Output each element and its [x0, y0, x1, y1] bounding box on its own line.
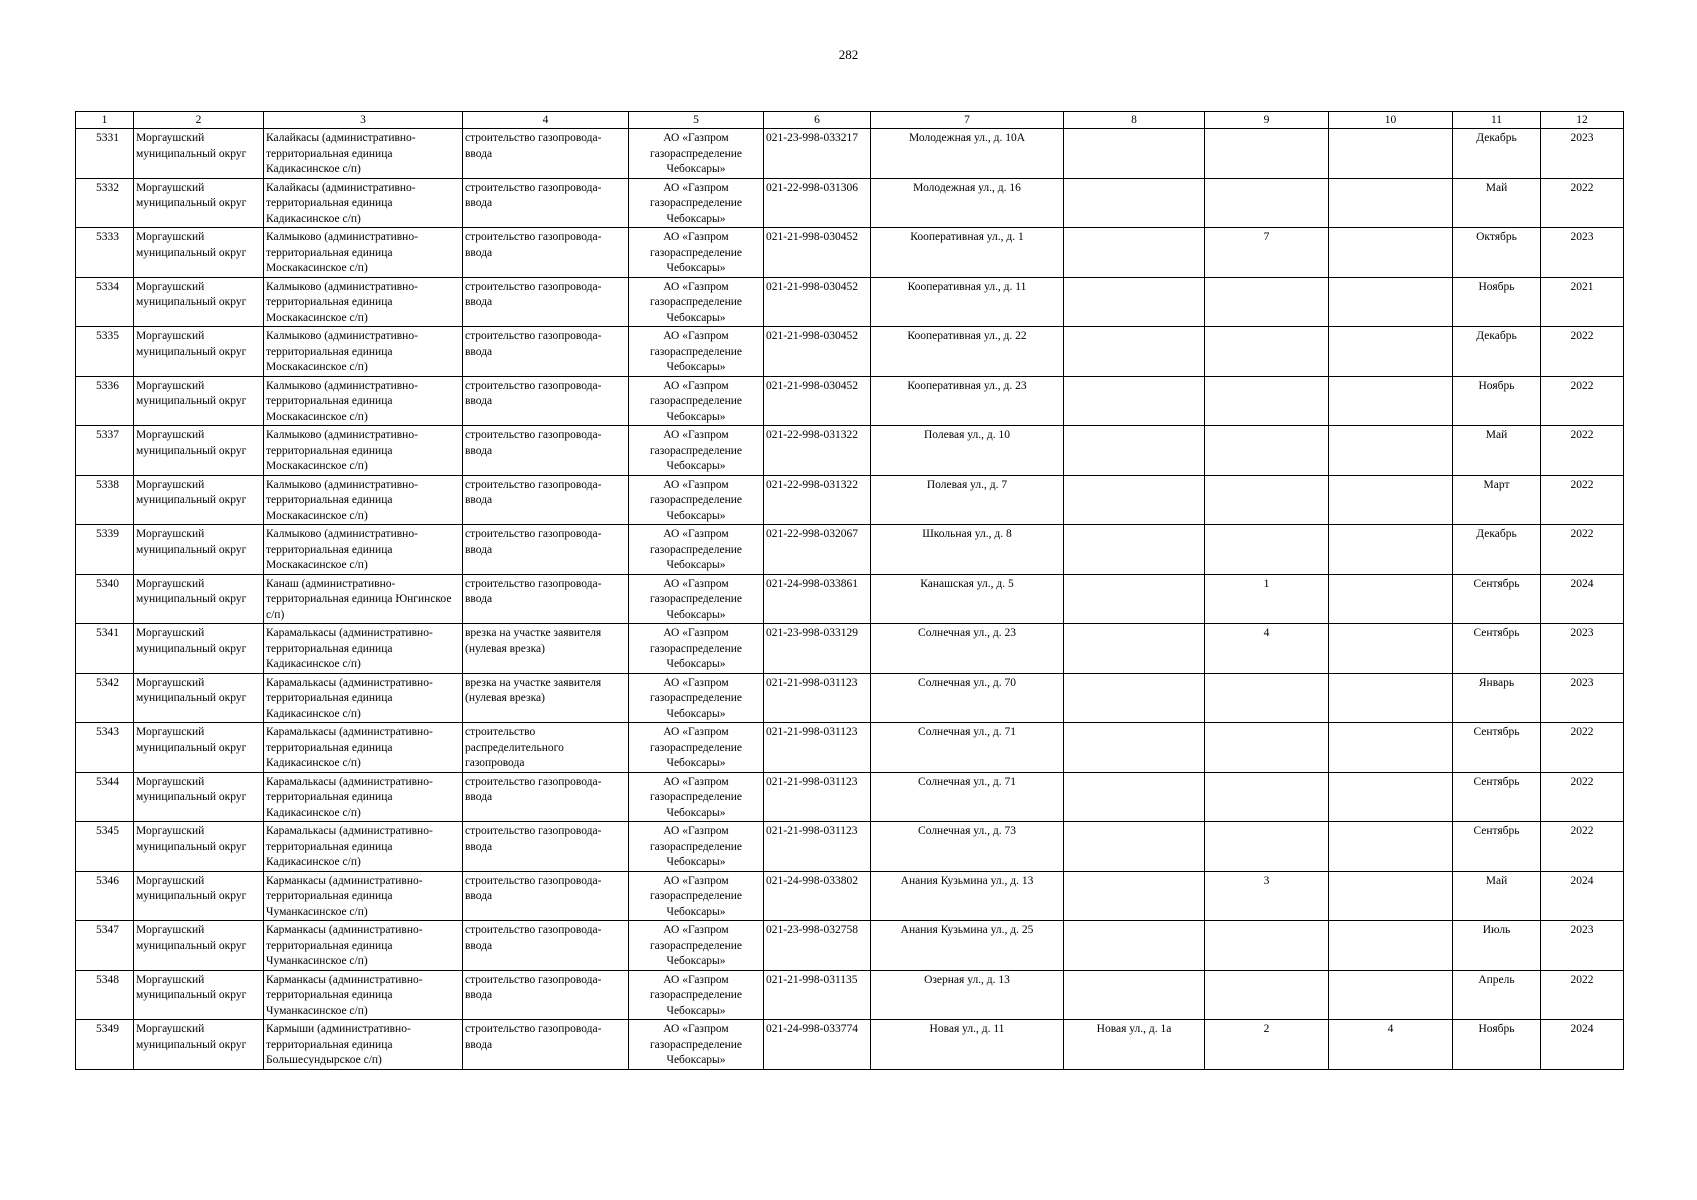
year-cell: 2024 — [1541, 871, 1624, 921]
work-type-cell: строительство газопровода-ввода — [463, 921, 629, 971]
table-row — [76, 426, 1624, 476]
district-cell: Моргаушский муниципальный округ — [134, 129, 264, 179]
district-cell: Моргаушский муниципальный округ — [134, 327, 264, 377]
organization-cell: АО «Газпром газораспределение Чебоксары» — [629, 723, 764, 773]
organization-cell: АО «Газпром газораспределение Чебоксары» — [629, 426, 764, 476]
application-code-cell: 021-24-998-033802 — [764, 871, 871, 921]
month-cell: Ноябрь — [1453, 1020, 1541, 1070]
row-number-cell: 5343 — [76, 723, 134, 773]
year-cell: 2024 — [1541, 1020, 1624, 1070]
table-row — [76, 921, 1624, 971]
column-header: 5 — [629, 112, 764, 129]
organization-cell: АО «Газпром газораспределение Чебоксары» — [629, 475, 764, 525]
district-cell: Моргаушский муниципальный округ — [134, 624, 264, 674]
table-row — [76, 574, 1624, 624]
work-type-cell: строительство газопровода-ввода — [463, 426, 629, 476]
district-cell: Моргаушский муниципальный округ — [134, 376, 264, 426]
district-cell: Моргаушский муниципальный округ — [134, 1020, 264, 1070]
locality-cell: Карманкасы (административно-территориальная единица Чуманкасинское с/п) — [264, 871, 463, 921]
work-type-cell: строительство газопровода-ввода — [463, 129, 629, 179]
column-8-cell — [1064, 525, 1205, 575]
year-cell: 2022 — [1541, 327, 1624, 377]
column-10-cell — [1329, 921, 1453, 971]
table-row — [76, 1020, 1624, 1070]
locality-cell: Карамалькасы (административно-территориальная единица Кадикасинское с/п) — [264, 772, 463, 822]
work-type-cell: строительство газопровода-ввода — [463, 970, 629, 1020]
address-cell: Полевая ул., д. 10 — [871, 426, 1064, 476]
address-cell: Солнечная ул., д. 71 — [871, 723, 1064, 773]
address-cell: Молодежная ул., д. 10А — [871, 129, 1064, 179]
year-cell: 2023 — [1541, 624, 1624, 674]
organization-cell: АО «Газпром газораспределение Чебоксары» — [629, 327, 764, 377]
address-cell: Новая ул., д. 11 — [871, 1020, 1064, 1070]
work-type-cell: строительство газопровода-ввода — [463, 327, 629, 377]
column-9-cell: 4 — [1205, 624, 1329, 674]
work-type-cell: врезка на участке заявителя (нулевая врезка) — [463, 624, 629, 674]
organization-cell: АО «Газпром газораспределение Чебоксары» — [629, 970, 764, 1020]
locality-cell: Карманкасы (административно-территориальная единица Чуманкасинское с/п) — [264, 921, 463, 971]
column-10-cell — [1329, 327, 1453, 377]
table-row — [76, 327, 1624, 377]
column-10-cell — [1329, 426, 1453, 476]
table-row — [76, 970, 1624, 1020]
district-cell: Моргаушский муниципальный округ — [134, 426, 264, 476]
application-code-cell: 021-24-998-033774 — [764, 1020, 871, 1070]
column-10-cell — [1329, 277, 1453, 327]
month-cell: Декабрь — [1453, 327, 1541, 377]
work-type-cell: строительство газопровода-ввода — [463, 574, 629, 624]
application-code-cell: 021-22-998-031322 — [764, 426, 871, 476]
application-code-cell: 021-21-998-031123 — [764, 772, 871, 822]
month-cell: Декабрь — [1453, 525, 1541, 575]
column-9-cell: 3 — [1205, 871, 1329, 921]
locality-cell: Карманкасы (административно-территориальная единица Чуманкасинское с/п) — [264, 970, 463, 1020]
row-number-cell: 5339 — [76, 525, 134, 575]
application-code-cell: 021-21-998-031135 — [764, 970, 871, 1020]
district-cell: Моргаушский муниципальный округ — [134, 178, 264, 228]
column-header: 11 — [1453, 112, 1541, 129]
year-cell: 2022 — [1541, 723, 1624, 773]
address-cell: Кооперативная ул., д. 1 — [871, 228, 1064, 278]
locality-cell: Калмыково (административно-территориальная единица Москакасинское с/п) — [264, 327, 463, 377]
month-cell: Сентябрь — [1453, 624, 1541, 674]
work-type-cell: строительство газопровода-ввода — [463, 376, 629, 426]
work-type-cell: строительство газопровода-ввода — [463, 772, 629, 822]
year-cell: 2022 — [1541, 426, 1624, 476]
table-row — [76, 673, 1624, 723]
address-cell: Солнечная ул., д. 23 — [871, 624, 1064, 674]
table-row — [76, 129, 1624, 179]
column-8-cell — [1064, 178, 1205, 228]
work-type-cell: строительство газопровода-ввода — [463, 178, 629, 228]
district-cell: Моргаушский муниципальный округ — [134, 822, 264, 872]
column-10-cell — [1329, 228, 1453, 278]
address-cell: Молодежная ул., д. 16 — [871, 178, 1064, 228]
year-cell: 2023 — [1541, 921, 1624, 971]
column-8-cell — [1064, 970, 1205, 1020]
column-8-cell — [1064, 475, 1205, 525]
address-cell: Полевая ул., д. 7 — [871, 475, 1064, 525]
work-type-cell: врезка на участке заявителя (нулевая врезка) — [463, 673, 629, 723]
work-type-cell: строительство газопровода-ввода — [463, 1020, 629, 1070]
column-8-cell — [1064, 277, 1205, 327]
organization-cell: АО «Газпром газораспределение Чебоксары» — [629, 178, 764, 228]
row-number-cell: 5346 — [76, 871, 134, 921]
work-type-cell: строительство газопровода-ввода — [463, 871, 629, 921]
year-cell: 2023 — [1541, 673, 1624, 723]
column-9-cell — [1205, 723, 1329, 773]
column-9-cell: 2 — [1205, 1020, 1329, 1070]
month-cell: Ноябрь — [1453, 376, 1541, 426]
row-number-cell: 5345 — [76, 822, 134, 872]
locality-cell: Калмыково (административно-территориальная единица Москакасинское с/п) — [264, 228, 463, 278]
locality-cell: Карамалькасы (административно-территориальная единица Кадикасинское с/п) — [264, 673, 463, 723]
organization-cell: АО «Газпром газораспределение Чебоксары» — [629, 921, 764, 971]
locality-cell: Карамалькасы (административно-территориальная единица Кадикасинское с/п) — [264, 624, 463, 674]
table-row — [76, 376, 1624, 426]
row-number-cell: 5335 — [76, 327, 134, 377]
table-row — [76, 228, 1624, 278]
organization-cell: АО «Газпром газораспределение Чебоксары» — [629, 673, 764, 723]
row-number-cell: 5348 — [76, 970, 134, 1020]
work-type-cell: строительство газопровода-ввода — [463, 822, 629, 872]
column-9-cell — [1205, 426, 1329, 476]
column-8-cell — [1064, 228, 1205, 278]
year-cell: 2022 — [1541, 475, 1624, 525]
row-number-cell: 5332 — [76, 178, 134, 228]
table-row — [76, 178, 1624, 228]
application-code-cell: 021-21-998-031123 — [764, 673, 871, 723]
table-row — [76, 772, 1624, 822]
address-cell: Кооперативная ул., д. 11 — [871, 277, 1064, 327]
column-10-cell — [1329, 871, 1453, 921]
table-body — [76, 129, 1624, 1070]
column-header: 10 — [1329, 112, 1453, 129]
organization-cell: АО «Газпром газораспределение Чебоксары» — [629, 277, 764, 327]
column-8-cell — [1064, 723, 1205, 773]
application-code-cell: 021-21-998-030452 — [764, 228, 871, 278]
row-number-cell: 5342 — [76, 673, 134, 723]
address-cell: Школьная ул., д. 8 — [871, 525, 1064, 575]
district-cell: Моргаушский муниципальный округ — [134, 525, 264, 575]
column-10-cell — [1329, 673, 1453, 723]
locality-cell: Калайкасы (административно-территориальная единица Кадикасинское с/п) — [264, 129, 463, 179]
district-cell: Моргаушский муниципальный округ — [134, 723, 264, 773]
year-cell: 2022 — [1541, 772, 1624, 822]
month-cell: Октябрь — [1453, 228, 1541, 278]
address-cell: Солнечная ул., д. 71 — [871, 772, 1064, 822]
row-number-cell: 5336 — [76, 376, 134, 426]
row-number-cell: 5347 — [76, 921, 134, 971]
column-9-cell — [1205, 129, 1329, 179]
organization-cell: АО «Газпром газораспределение Чебоксары» — [629, 525, 764, 575]
month-cell: Май — [1453, 426, 1541, 476]
column-8-cell — [1064, 426, 1205, 476]
column-10-cell — [1329, 574, 1453, 624]
locality-cell: Кармыши (административно-территориальная единица Большесундырское с/п) — [264, 1020, 463, 1070]
column-10-cell — [1329, 772, 1453, 822]
locality-cell: Калмыково (административно-территориальная единица Москакасинское с/п) — [264, 277, 463, 327]
row-number-cell: 5333 — [76, 228, 134, 278]
row-number-cell: 5344 — [76, 772, 134, 822]
column-9-cell — [1205, 970, 1329, 1020]
work-type-cell: строительство газопровода-ввода — [463, 525, 629, 575]
column-8-cell — [1064, 673, 1205, 723]
organization-cell: АО «Газпром газораспределение Чебоксары» — [629, 574, 764, 624]
column-8-cell — [1064, 624, 1205, 674]
district-cell: Моргаушский муниципальный округ — [134, 970, 264, 1020]
header-row — [76, 112, 1624, 129]
column-9-cell — [1205, 376, 1329, 426]
column-header: 9 — [1205, 112, 1329, 129]
year-cell: 2022 — [1541, 525, 1624, 575]
month-cell: Май — [1453, 871, 1541, 921]
application-code-cell: 021-22-998-031322 — [764, 475, 871, 525]
month-cell: Сентябрь — [1453, 822, 1541, 872]
organization-cell: АО «Газпром газораспределение Чебоксары» — [629, 871, 764, 921]
column-9-cell — [1205, 822, 1329, 872]
column-9-cell — [1205, 525, 1329, 575]
column-9-cell — [1205, 277, 1329, 327]
organization-cell: АО «Газпром газораспределение Чебоксары» — [629, 129, 764, 179]
column-10-cell — [1329, 475, 1453, 525]
column-9-cell — [1205, 772, 1329, 822]
application-code-cell: 021-21-998-030452 — [764, 376, 871, 426]
column-10-cell — [1329, 525, 1453, 575]
month-cell: Декабрь — [1453, 129, 1541, 179]
column-8-cell — [1064, 772, 1205, 822]
district-cell: Моргаушский муниципальный округ — [134, 772, 264, 822]
column-8-cell — [1064, 574, 1205, 624]
year-cell: 2024 — [1541, 574, 1624, 624]
organization-cell: АО «Газпром газораспределение Чебоксары» — [629, 822, 764, 872]
application-code-cell: 021-24-998-033861 — [764, 574, 871, 624]
month-cell: Июль — [1453, 921, 1541, 971]
column-8-cell — [1064, 871, 1205, 921]
column-10-cell — [1329, 723, 1453, 773]
column-8-cell — [1064, 921, 1205, 971]
district-cell: Моргаушский муниципальный округ — [134, 228, 264, 278]
application-code-cell: 021-22-998-032067 — [764, 525, 871, 575]
address-cell: Солнечная ул., д. 70 — [871, 673, 1064, 723]
column-8-cell: Новая ул., д. 1а — [1064, 1020, 1205, 1070]
row-number-cell: 5337 — [76, 426, 134, 476]
column-header: 1 — [76, 112, 134, 129]
column-10-cell — [1329, 822, 1453, 872]
year-cell: 2022 — [1541, 822, 1624, 872]
column-header: 6 — [764, 112, 871, 129]
address-cell: Кооперативная ул., д. 22 — [871, 327, 1064, 377]
year-cell: 2021 — [1541, 277, 1624, 327]
month-cell: Апрель — [1453, 970, 1541, 1020]
column-9-cell — [1205, 921, 1329, 971]
column-header: 7 — [871, 112, 1064, 129]
application-code-cell: 021-21-998-030452 — [764, 327, 871, 377]
application-code-cell: 021-22-998-031306 — [764, 178, 871, 228]
column-header: 12 — [1541, 112, 1624, 129]
column-10-cell: 4 — [1329, 1020, 1453, 1070]
row-number-cell: 5340 — [76, 574, 134, 624]
work-type-cell: строительство газопровода-ввода — [463, 475, 629, 525]
locality-cell: Карамалькасы (административно-территориальная единица Кадикасинское с/п) — [264, 822, 463, 872]
address-cell: Кооперативная ул., д. 23 — [871, 376, 1064, 426]
month-cell: Ноябрь — [1453, 277, 1541, 327]
locality-cell: Калмыково (административно-территориальная единица Москакасинское с/п) — [264, 376, 463, 426]
page-number: 282 — [838, 47, 859, 62]
column-9-cell: 1 — [1205, 574, 1329, 624]
column-10-cell — [1329, 129, 1453, 179]
district-cell: Моргаушский муниципальный округ — [134, 871, 264, 921]
application-code-cell: 021-21-998-030452 — [764, 277, 871, 327]
address-cell: Озерная ул., д. 13 — [871, 970, 1064, 1020]
work-type-cell: строительство распределительного газопровода — [463, 723, 629, 773]
column-10-cell — [1329, 970, 1453, 1020]
row-number-cell: 5338 — [76, 475, 134, 525]
row-number-cell: 5334 — [76, 277, 134, 327]
application-code-cell: 021-21-998-031123 — [764, 822, 871, 872]
row-number-cell: 5341 — [76, 624, 134, 674]
month-cell: Сентябрь — [1453, 723, 1541, 773]
organization-cell: АО «Газпром газораспределение Чебоксары» — [629, 228, 764, 278]
address-cell: Анания Кузьмина ул., д. 13 — [871, 871, 1064, 921]
district-cell: Моргаушский муниципальный округ — [134, 921, 264, 971]
district-cell: Моргаушский муниципальный округ — [134, 277, 264, 327]
column-9-cell: 7 — [1205, 228, 1329, 278]
year-cell: 2022 — [1541, 970, 1624, 1020]
column-10-cell — [1329, 376, 1453, 426]
column-8-cell — [1064, 327, 1205, 377]
organization-cell: АО «Газпром газораспределение Чебоксары» — [629, 376, 764, 426]
month-cell: Сентябрь — [1453, 772, 1541, 822]
locality-cell: Калмыково (административно-территориальная единица Москакасинское с/п) — [264, 525, 463, 575]
table-row — [76, 871, 1624, 921]
column-header: 4 — [463, 112, 629, 129]
year-cell: 2023 — [1541, 228, 1624, 278]
column-header: 2 — [134, 112, 264, 129]
month-cell: Май — [1453, 178, 1541, 228]
registry-table — [75, 111, 1624, 1070]
column-9-cell — [1205, 673, 1329, 723]
organization-cell: АО «Газпром газораспределение Чебоксары» — [629, 624, 764, 674]
locality-cell: Канаш (административно-территориальная единица Юнгинское с/п) — [264, 574, 463, 624]
column-10-cell — [1329, 624, 1453, 674]
month-cell: Январь — [1453, 673, 1541, 723]
column-9-cell — [1205, 327, 1329, 377]
column-8-cell — [1064, 129, 1205, 179]
locality-cell: Карамалькасы (административно-территориальная единица Кадикасинское с/п) — [264, 723, 463, 773]
district-cell: Моргаушский муниципальный округ — [134, 673, 264, 723]
row-number-cell: 5349 — [76, 1020, 134, 1070]
work-type-cell: строительство газопровода-ввода — [463, 228, 629, 278]
work-type-cell: строительство газопровода-ввода — [463, 277, 629, 327]
month-cell: Март — [1453, 475, 1541, 525]
column-9-cell — [1205, 475, 1329, 525]
year-cell: 2022 — [1541, 376, 1624, 426]
application-code-cell: 021-23-998-033217 — [764, 129, 871, 179]
application-code-cell: 021-23-998-032758 — [764, 921, 871, 971]
locality-cell: Калмыково (административно-территориальная единица Москакасинское с/п) — [264, 426, 463, 476]
address-cell: Анания Кузьмина ул., д. 25 — [871, 921, 1064, 971]
application-code-cell: 021-21-998-031123 — [764, 723, 871, 773]
column-header: 8 — [1064, 112, 1205, 129]
year-cell: 2022 — [1541, 178, 1624, 228]
district-cell: Моргаушский муниципальный округ — [134, 574, 264, 624]
table-row — [76, 475, 1624, 525]
row-number-cell: 5331 — [76, 129, 134, 179]
column-8-cell — [1064, 822, 1205, 872]
column-9-cell — [1205, 178, 1329, 228]
district-cell: Моргаушский муниципальный округ — [134, 475, 264, 525]
address-cell: Солнечная ул., д. 73 — [871, 822, 1064, 872]
column-10-cell — [1329, 178, 1453, 228]
organization-cell: АО «Газпром газораспределение Чебоксары» — [629, 772, 764, 822]
month-cell: Сентябрь — [1453, 574, 1541, 624]
year-cell: 2023 — [1541, 129, 1624, 179]
locality-cell: Калмыково (административно-территориальная единица Москакасинское с/п) — [264, 475, 463, 525]
table-row — [76, 624, 1624, 674]
organization-cell: АО «Газпром газораспределение Чебоксары» — [629, 1020, 764, 1070]
column-8-cell — [1064, 376, 1205, 426]
table-row — [76, 525, 1624, 575]
application-code-cell: 021-23-998-033129 — [764, 624, 871, 674]
locality-cell: Калайкасы (административно-территориальная единица Кадикасинское с/п) — [264, 178, 463, 228]
table-row — [76, 277, 1624, 327]
column-header: 3 — [264, 112, 463, 129]
table-row — [76, 822, 1624, 872]
table-row — [76, 723, 1624, 773]
address-cell: Канашская ул., д. 5 — [871, 574, 1064, 624]
